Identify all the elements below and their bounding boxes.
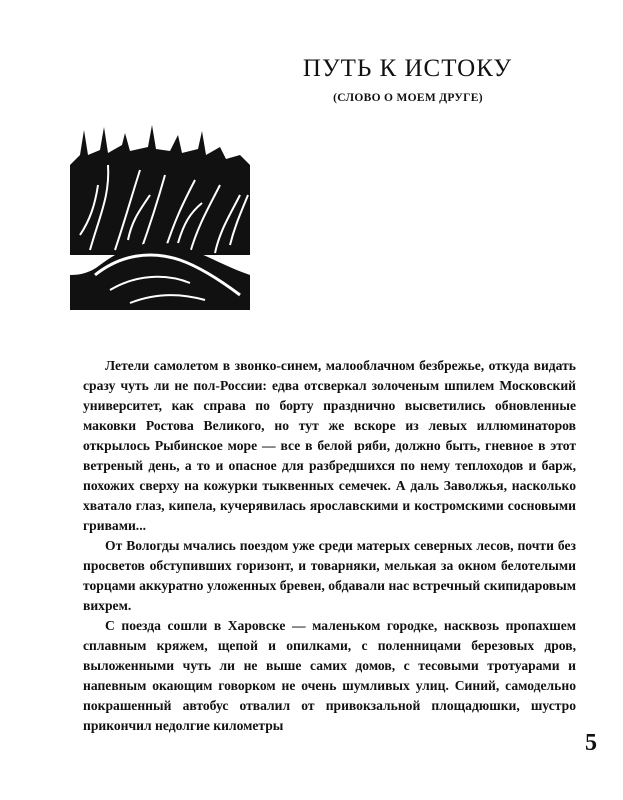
woodcut-forest-river-icon: [70, 125, 250, 310]
paragraph: От Вологды мчались поездом уже среди матерых северных лесов, почти без просветов обступивших горизонт, и товарняки, мелькая за окном белотелыми торцами аккуратно уложенных бревен, обдавали нас встречный скипидаровым вихрем.: [83, 538, 576, 613]
page-number: 5: [585, 730, 597, 756]
chapter-title: ПУТЬ К ИСТОКУ: [302, 54, 513, 82]
paragraph: С поезда сошли в Харовске — маленьком городке, насквозь пропахшем сплавным кряжем, щепой и опилками, с поленницами березовых дров, выложенными чуть ли не выше самих домов, с тесовыми тротуарами и напевным окающим говорком не очень шумливых улиц. Синий, самодельно покрашенный автобус отвалил от привокзальной площадюшки, шустро прикончил недолгие километры: [83, 618, 576, 733]
chapter-subtitle: (СЛОВО О МОЕМ ДРУГЕ): [333, 92, 483, 104]
paragraph: Летели самолетом в звонко-синем, малооблачном безбрежье, откуда видать сразу чуть ли не пол-России: едва отсверкал золоченым шпилем Московский университет, как справа по борту празднично высветились обновленные маковки Ростова Великого, но тут же вскоре из левых иллюминаторов открылось Рыбинское море — все в белой ряби, должно быть, гневное в этот ветреный день, а то и опасное для разбредшихся по нему теплоходов и барж, похожих сверху на кожурки тыквенных семечек. А даль Заволжья, насколько хватало глаз, кипела, кучерявилась ярославскими и костромскими сосновыми гривами...: [83, 358, 576, 533]
body-text: [83, 356, 576, 736]
